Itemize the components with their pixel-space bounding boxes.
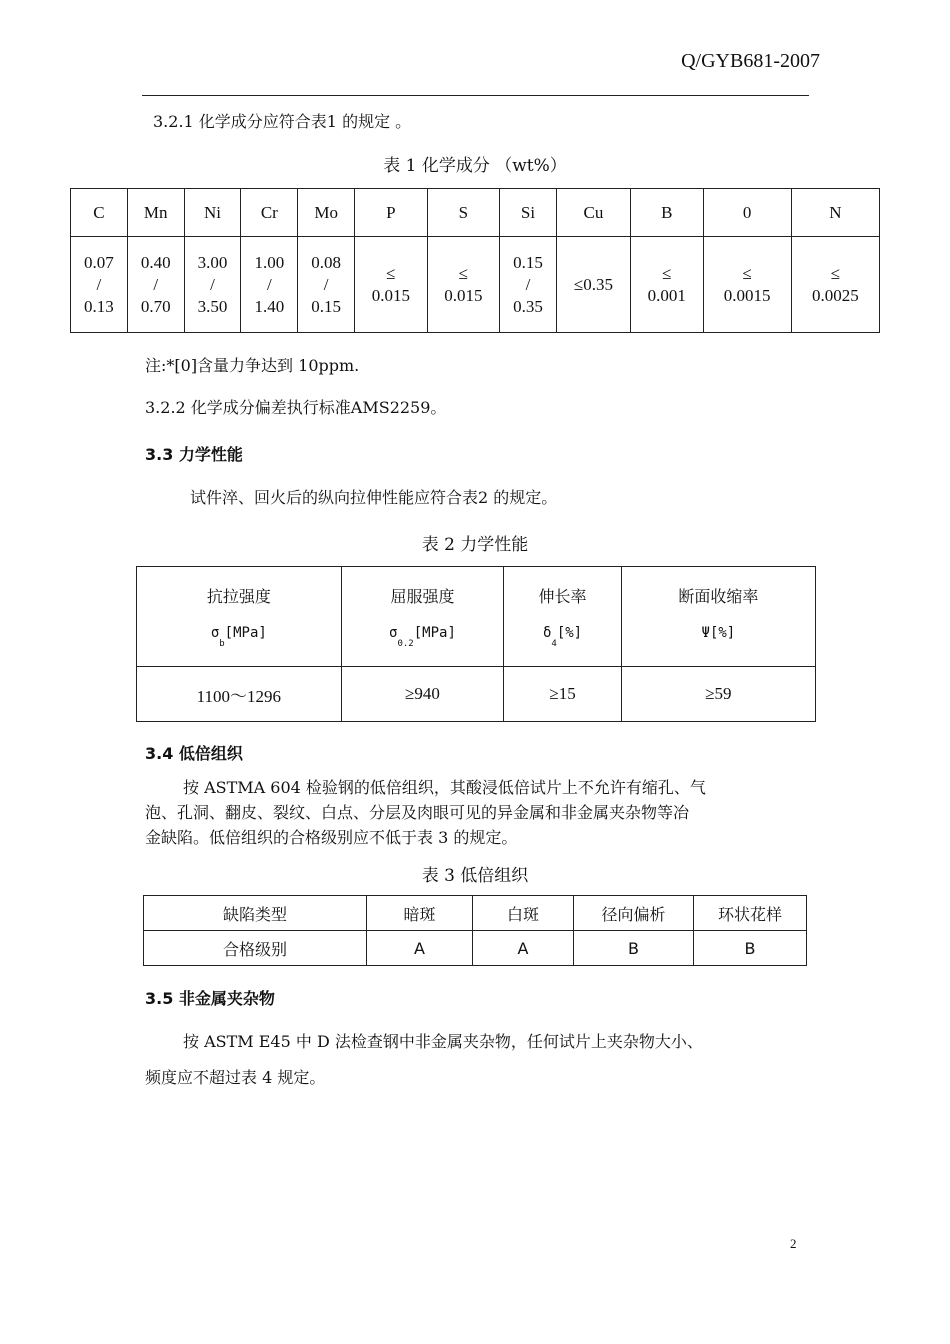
property-value: ≥940 bbox=[341, 667, 504, 722]
range-line: 1.00 bbox=[254, 252, 285, 272]
macro-cell: B bbox=[574, 931, 694, 966]
range-line: ≤ bbox=[458, 263, 468, 283]
range-line: / bbox=[525, 274, 531, 294]
element-header: P bbox=[355, 189, 428, 237]
macrostructure-table bbox=[143, 895, 807, 966]
property-header bbox=[621, 567, 815, 667]
element-header: B bbox=[630, 189, 703, 237]
symbol: σ bbox=[210, 625, 220, 641]
mechanical-properties-table bbox=[136, 566, 816, 722]
property-name: 伸长率 bbox=[538, 587, 587, 606]
symbol: Ψ bbox=[701, 625, 710, 641]
symbol-subscript: b bbox=[219, 639, 225, 649]
page-number: 2 bbox=[790, 1236, 797, 1251]
unit: [MPa] bbox=[224, 625, 267, 641]
range-line: 0.08 bbox=[311, 252, 342, 272]
element-header: N bbox=[791, 189, 879, 237]
macro-cell: 径向偏析 bbox=[574, 896, 694, 931]
element-header: 0 bbox=[703, 189, 791, 237]
range-line: 0.0015 bbox=[723, 285, 771, 305]
range-line: 1.40 bbox=[254, 296, 285, 316]
property-symbol bbox=[342, 625, 504, 649]
element-header: C bbox=[71, 189, 128, 237]
property-value: 1100～1296 bbox=[137, 667, 342, 722]
range-line: 0.13 bbox=[84, 296, 114, 316]
section-3-2-2: 3.2.2 化学成分偏差执行标准AMS2259。 bbox=[145, 398, 447, 417]
document-code: Q/GYB681-2007 bbox=[681, 50, 820, 72]
range-line: ≤0.35 bbox=[573, 274, 613, 294]
unit: [MPa] bbox=[413, 625, 456, 641]
element-range bbox=[241, 237, 298, 333]
range-line: 0.35 bbox=[513, 296, 543, 316]
range-line: 3.50 bbox=[197, 296, 228, 316]
element-header: Cu bbox=[556, 189, 630, 237]
property-header bbox=[341, 567, 504, 667]
macro-cell: A bbox=[473, 931, 574, 966]
section-3-5-heading: 3.5 非金属夹杂物 bbox=[145, 989, 275, 1008]
range-line: ≤ bbox=[830, 263, 841, 283]
range-line: 0.70 bbox=[140, 296, 171, 316]
range-line: / bbox=[323, 274, 329, 294]
chemical-composition-table bbox=[70, 188, 880, 333]
element-range bbox=[500, 237, 557, 333]
element-header: Ni bbox=[184, 189, 241, 237]
range-line: 0.15 bbox=[311, 296, 342, 316]
table2-caption: 表 2 力学性能 bbox=[421, 535, 529, 555]
table1-caption: 表 1 化学成分 （wt%） bbox=[383, 156, 567, 176]
property-symbol bbox=[622, 625, 815, 649]
element-header: Mo bbox=[298, 189, 355, 237]
symbol: σ bbox=[389, 625, 398, 641]
section-3-3-text: 试件淬、回火后的纵向拉伸性能应符合表2 的规定。 bbox=[190, 488, 558, 507]
macro-cell: A bbox=[367, 931, 473, 966]
element-range bbox=[791, 237, 879, 333]
unit: [%] bbox=[709, 625, 736, 641]
range-line: ≤ bbox=[742, 263, 752, 283]
range-line: / bbox=[153, 274, 159, 294]
header-rule bbox=[142, 95, 809, 96]
section-3-4-line3: 金缺陷。低倍组织的合格级别应不低于表 3 的规定。 bbox=[145, 828, 518, 847]
property-header bbox=[504, 567, 621, 667]
element-header: Si bbox=[500, 189, 557, 237]
section-3-4-line1: 按 ASTMA 604 检验钢的低倍组织，其酸浸低倍试片上不允许有缩孔、气 bbox=[183, 778, 706, 797]
property-name: 抗拉强度 bbox=[206, 587, 271, 606]
property-symbol bbox=[504, 625, 620, 649]
range-line: 0.15 bbox=[513, 252, 543, 272]
table3-caption: 表 3 低倍组织 bbox=[421, 866, 529, 886]
element-range bbox=[427, 237, 500, 333]
macro-cell: 缺陷类型 bbox=[144, 896, 367, 931]
property-name: 屈服强度 bbox=[390, 587, 455, 606]
section-3-3-heading: 3.3 力学性能 bbox=[145, 445, 243, 464]
element-header: S bbox=[427, 189, 500, 237]
range-line: ≤ bbox=[662, 263, 672, 283]
note: 注:*[0]含量力争达到 10ppm. bbox=[145, 356, 360, 375]
section-3-5-line2: 频度应不超过表 4 规定。 bbox=[145, 1068, 326, 1087]
element-header: Mn bbox=[127, 189, 184, 237]
macro-cell: 合格级别 bbox=[144, 931, 367, 966]
range-line: 3.00 bbox=[197, 252, 228, 272]
range-line: 0.015 bbox=[371, 285, 410, 305]
element-range bbox=[556, 237, 630, 333]
property-name: 断面收缩率 bbox=[678, 587, 759, 606]
element-range bbox=[71, 237, 128, 333]
element-header: Cr bbox=[241, 189, 298, 237]
element-range bbox=[127, 237, 184, 333]
section-3-5-line1: 按 ASTM E45 中 D 法检查钢中非金属夹杂物，任何试片上夹杂物大小、 bbox=[183, 1032, 703, 1051]
section-3-2-1: 3.2.1 化学成分应符合表1 的规定 。 bbox=[153, 112, 412, 131]
range-line: / bbox=[96, 274, 102, 294]
macro-cell: 暗斑 bbox=[367, 896, 473, 931]
symbol: δ bbox=[542, 625, 552, 641]
macro-cell: 白斑 bbox=[473, 896, 574, 931]
property-value: ≥59 bbox=[621, 667, 815, 722]
element-range bbox=[630, 237, 703, 333]
element-range bbox=[355, 237, 428, 333]
section-3-4-heading: 3.4 低倍组织 bbox=[145, 744, 243, 763]
property-symbol bbox=[137, 625, 341, 649]
section-3-4-line2: 泡、孔洞、翻皮、裂纹、白点、分层及肉眼可见的异金属和非金属夹杂物等冶 bbox=[145, 803, 690, 822]
range-line: 0.015 bbox=[444, 285, 483, 305]
range-line: ≤ bbox=[386, 263, 396, 283]
macro-cell: B bbox=[694, 931, 807, 966]
element-range bbox=[298, 237, 355, 333]
range-line: 0.07 bbox=[84, 252, 114, 272]
property-header bbox=[137, 567, 342, 667]
element-range bbox=[703, 237, 791, 333]
range-line: 0.001 bbox=[647, 285, 686, 305]
symbol-subscript: 4 bbox=[551, 639, 557, 649]
unit: [%] bbox=[556, 625, 583, 641]
range-line: / bbox=[210, 274, 215, 294]
range-line: 0.0025 bbox=[811, 285, 859, 305]
range-line: / bbox=[266, 274, 272, 294]
range-line: 0.40 bbox=[140, 252, 171, 272]
macro-cell: 环状花样 bbox=[694, 896, 807, 931]
property-value: ≥15 bbox=[504, 667, 621, 722]
element-range bbox=[184, 237, 241, 333]
symbol-subscript: 0.2 bbox=[397, 639, 414, 649]
